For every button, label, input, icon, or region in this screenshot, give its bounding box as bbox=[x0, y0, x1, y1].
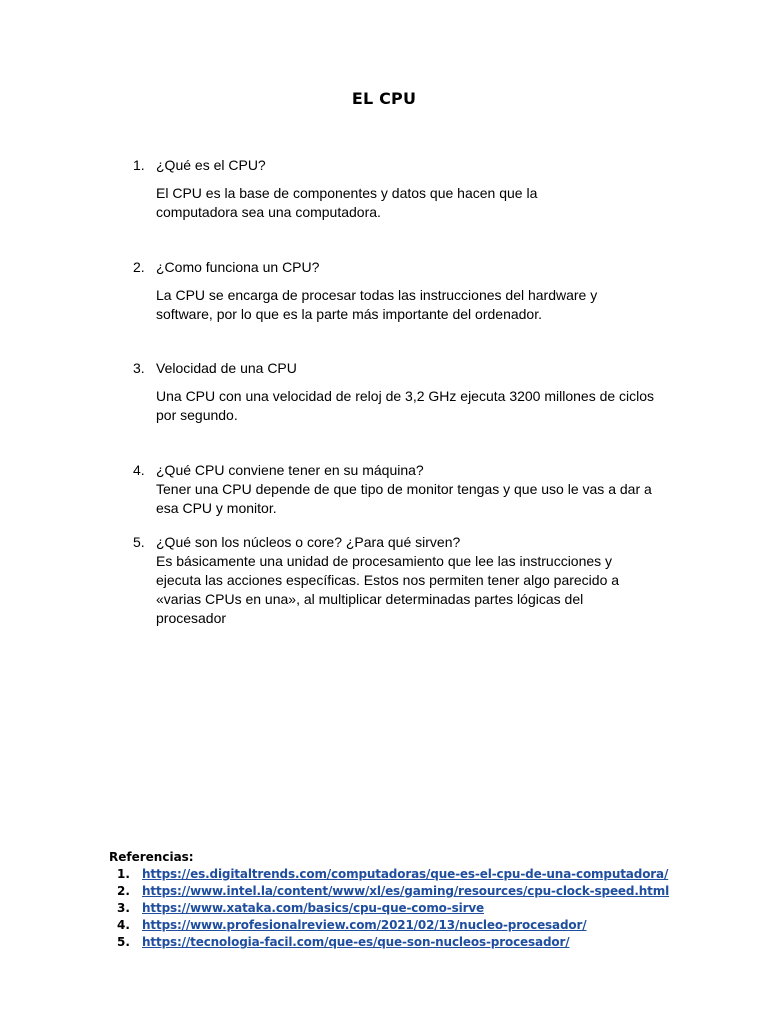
item-number: 1. bbox=[133, 157, 145, 173]
answer-text: Es básicamente una unidad de procesamiento que lee las instrucciones y ejecuta las acciones específicas. Estos nos permiten tener algo parecido a «varias CPUs en una», al multiplicar determinadas partes lógicas del procesador bbox=[156, 553, 620, 626]
reference-link[interactable]: https://www.xataka.com/basics/cpu-que-como-sirve bbox=[142, 901, 484, 915]
question-row bbox=[133, 461, 673, 480]
references-list bbox=[109, 866, 669, 951]
item-number: 5. bbox=[133, 534, 145, 550]
item-number: 4. bbox=[133, 462, 145, 478]
question-row bbox=[133, 359, 673, 378]
question-text: Velocidad de una CPU bbox=[156, 360, 297, 376]
item-number: 2. bbox=[133, 259, 145, 275]
reference-item bbox=[109, 883, 669, 900]
page-title: EL CPU bbox=[351, 89, 417, 108]
list-item bbox=[133, 156, 673, 222]
question-row bbox=[133, 533, 673, 552]
question-row bbox=[133, 156, 673, 175]
reference-link[interactable]: https://www.profesionalreview.com/2021/02/13/nucleo-procesador/ bbox=[142, 918, 587, 932]
list-item bbox=[133, 258, 673, 324]
question-text: ¿Qué son los núcleos o core? ¿Para qué sirven? bbox=[156, 534, 461, 550]
reference-item bbox=[109, 934, 669, 951]
answer-text: La CPU se encarga de procesar todas las instrucciones del hardware y software, por lo que es la parte más importante del ordenador. bbox=[156, 287, 598, 322]
list-item bbox=[133, 359, 673, 425]
question-row bbox=[133, 258, 673, 277]
reference-link[interactable]: https://www.intel.la/content/www/xl/es/gaming/resources/cpu-clock-speed.html bbox=[142, 884, 670, 898]
answer-text: Una CPU con una velocidad de reloj de 3,2 GHz ejecuta 3200 millones de ciclos por segundo. bbox=[156, 388, 655, 423]
answer-text: El CPU es la base de componentes y datos que hacen que la computadora sea una computadora. bbox=[156, 185, 538, 220]
reference-number: 1. bbox=[117, 867, 130, 881]
list-item bbox=[133, 533, 673, 628]
reference-item bbox=[109, 917, 669, 934]
list-item bbox=[133, 461, 673, 518]
reference-link[interactable]: https://es.digitaltrends.com/computadoras/que-es-el-cpu-de-una-computadora/ bbox=[142, 867, 669, 881]
question-text: ¿Qué es el CPU? bbox=[156, 157, 266, 173]
reference-item bbox=[109, 866, 669, 883]
reference-item bbox=[109, 900, 669, 917]
references-section bbox=[109, 849, 669, 951]
reference-number: 3. bbox=[117, 901, 130, 915]
answer-text: Tener una CPU depende de que tipo de monitor tengas y que uso le vas a dar a esa CPU y monitor. bbox=[156, 481, 652, 516]
reference-number: 2. bbox=[117, 884, 130, 898]
references-heading: Referencias: bbox=[109, 850, 194, 864]
item-number: 3. bbox=[133, 360, 145, 376]
reference-number: 4. bbox=[117, 918, 130, 932]
reference-number: 5. bbox=[117, 935, 130, 949]
reference-link[interactable]: https://tecnologia-facil.com/que-es/que-son-nucleos-procesador/ bbox=[142, 935, 570, 949]
question-text: ¿Qué CPU conviene tener en su máquina? bbox=[156, 462, 424, 478]
question-text: ¿Como funciona un CPU? bbox=[156, 259, 320, 275]
